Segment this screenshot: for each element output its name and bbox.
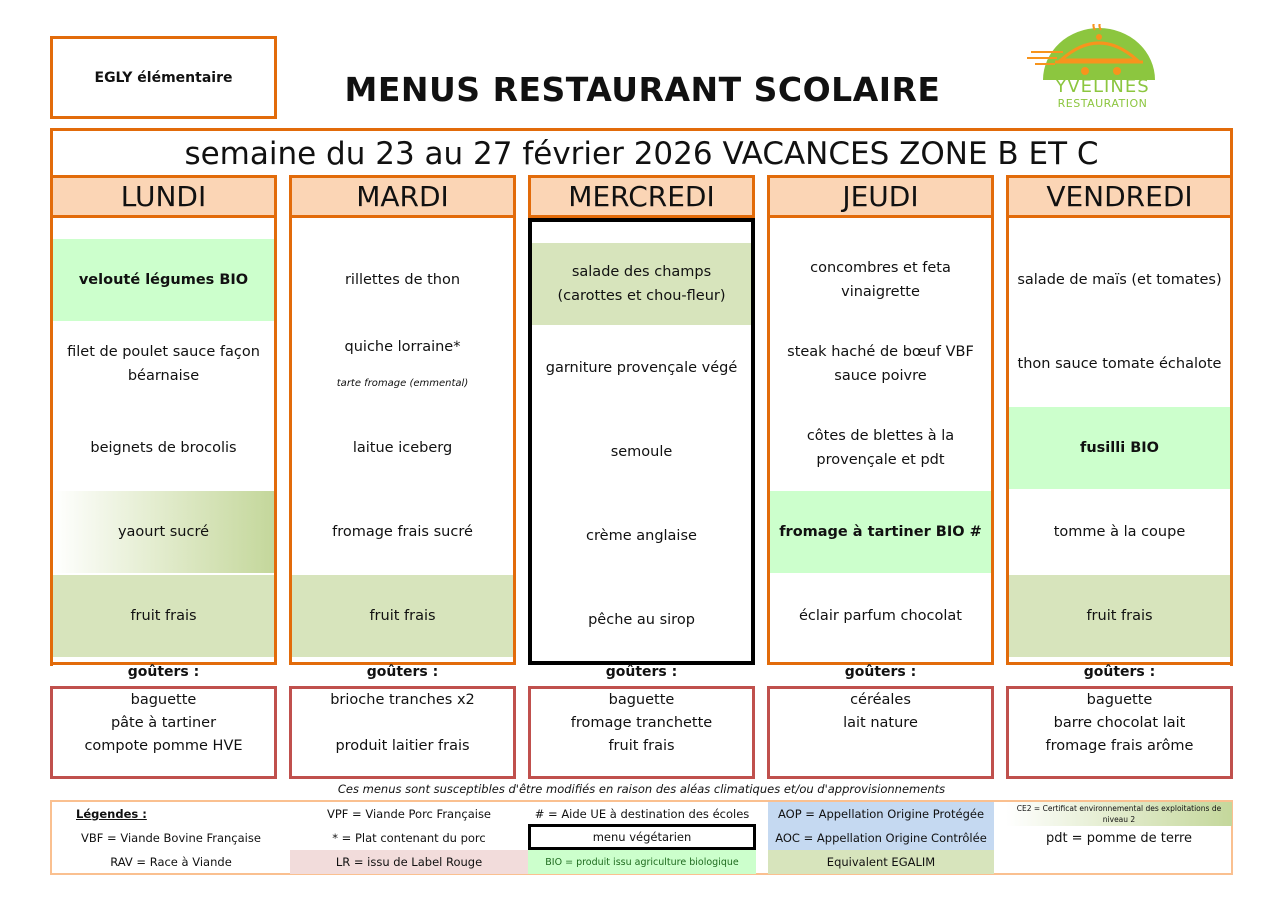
- snack-label: goûters :: [366, 664, 439, 680]
- dish-item: [53, 575, 274, 657]
- dish-item: [770, 323, 991, 405]
- dish-alternative: tarte fromage (emmental): [336, 378, 469, 389]
- day-column-mercredi: [528, 175, 755, 665]
- day-menu-vegetarian: [528, 218, 755, 665]
- logo-line2: RESTAURATION: [1057, 97, 1148, 110]
- day-header: [767, 175, 994, 218]
- legend-egalim: Equivalent EGALIM: [768, 850, 994, 874]
- dish-name: crème anglaise: [586, 528, 697, 544]
- dish-name: laitue iceberg: [352, 440, 453, 456]
- dish-item: [1009, 491, 1230, 573]
- dish-name: velouté légumes BIO: [78, 272, 249, 288]
- snack-label: goûters :: [605, 664, 678, 680]
- dish-item: [770, 575, 991, 657]
- legend-rav: RAV = Race à Viande: [110, 855, 232, 869]
- dish-name: côtes de blettes à la provençale et pdt: [806, 428, 955, 468]
- dish-name: yaourt sucré: [117, 524, 210, 540]
- dish-item: [292, 323, 513, 405]
- day-name: JEUDI: [842, 180, 919, 213]
- day-column-lundi: [50, 175, 277, 665]
- dish-name: salade des champs (carottes et chou-fleur): [557, 264, 726, 304]
- dish-item: [292, 575, 513, 657]
- legend-hash: # = Aide UE à destination des écoles: [534, 807, 750, 821]
- dish-item: [532, 243, 751, 325]
- day-name: MARDI: [356, 180, 449, 213]
- snack-item: pâte à tartiner: [110, 715, 217, 731]
- legend-vbf: VBF = Viande Bovine Française: [81, 831, 261, 845]
- yvelines-restauration-logo: [1025, 24, 1175, 120]
- snack-box: [528, 686, 755, 779]
- dish-item: [770, 407, 991, 489]
- dish-name: pêche au sirop: [588, 612, 695, 628]
- day-menu: [50, 218, 277, 665]
- school-name-box: [50, 36, 277, 119]
- snack-item: baguette: [130, 692, 197, 708]
- snack-box: [1006, 686, 1233, 779]
- dish-item: [292, 491, 513, 573]
- dish-item: [53, 491, 274, 573]
- school-name: EGLY élémentaire: [94, 69, 233, 86]
- legend-aop: AOP = Appellation Origine Protégée: [768, 802, 994, 826]
- dish-name: fruit frais: [369, 608, 436, 624]
- dish-name: semoule: [610, 444, 673, 460]
- dish-item: [532, 327, 751, 409]
- day-menu: [289, 218, 516, 665]
- legend-ce2: CE2 = Certificat environnemental des exploitations de niveau 2: [1006, 802, 1232, 826]
- day-name: VENDREDI: [1046, 180, 1193, 213]
- snack-item: brioche tranches x2: [330, 692, 475, 708]
- snack-item: barre chocolat lait: [1053, 715, 1186, 731]
- dish-name: fruit frais: [130, 608, 197, 624]
- dish-item: [1009, 323, 1230, 405]
- day-header: [289, 175, 516, 218]
- dish-name: concombres et feta vinaigrette: [810, 260, 951, 300]
- logo-line1: YVELINES: [1055, 76, 1150, 97]
- cloche-cart-icon: [1025, 24, 1175, 80]
- week-title: semaine du 23 au 27 février 2026 VACANCES ZONE B ET C: [184, 135, 1099, 172]
- day-menu: [1006, 218, 1233, 665]
- legend-vegetarian: menu végétarien: [528, 824, 756, 850]
- snack-label: goûters :: [127, 664, 200, 680]
- day-menu: [767, 218, 994, 665]
- snack-box: [289, 686, 516, 779]
- legend-pdt: pdt = pomme de terre: [1045, 830, 1193, 846]
- dish-item: [292, 239, 513, 321]
- legend-box: [50, 800, 1233, 875]
- snack-label: goûters :: [1083, 664, 1156, 680]
- snack-item: compote pomme HVE: [84, 738, 243, 754]
- snack-item: lait nature: [843, 715, 918, 731]
- snack-item: baguette: [608, 692, 675, 708]
- legend-vpf: VPF = Viande Porc Française: [326, 807, 492, 821]
- dish-item: [770, 239, 991, 321]
- day-column-vendredi: [1006, 175, 1233, 665]
- dish-name: filet de poulet sauce façon béarnaise: [67, 344, 260, 384]
- dish-name: fruit frais: [1086, 608, 1153, 624]
- day-column-mardi: [289, 175, 516, 665]
- dish-item: [53, 407, 274, 489]
- day-name: MERCREDI: [568, 180, 715, 213]
- snack-item: céréales: [850, 692, 911, 708]
- snack-box: [50, 686, 277, 779]
- day-header: [50, 175, 277, 218]
- snack-item: produit laitier frais: [335, 738, 470, 754]
- legend-star: * = Plat contenant du porc: [332, 831, 486, 845]
- snack-item: [770, 735, 991, 758]
- day-header: [528, 175, 755, 218]
- dish-item: [532, 495, 751, 577]
- dish-item: [532, 579, 751, 661]
- dish-name: garniture provençale végé: [545, 360, 738, 376]
- snack-item: baguette: [1086, 692, 1153, 708]
- legend-title: Légendes :: [76, 807, 147, 821]
- snack-box: [767, 686, 994, 779]
- dish-name: quiche lorraine*: [344, 339, 461, 355]
- day-header: [1006, 175, 1233, 218]
- day-column-jeudi: [767, 175, 994, 665]
- dish-name: thon sauce tomate échalote: [1017, 356, 1222, 372]
- dish-item: [532, 411, 751, 493]
- dish-item: [770, 491, 991, 573]
- dish-item: [1009, 407, 1230, 489]
- snack-item: fruit frais: [608, 738, 675, 754]
- legend-aoc: AOC = Appellation Origine Contrôlée: [768, 826, 994, 850]
- dish-item: [1009, 575, 1230, 657]
- dish-name: éclair parfum chocolat: [799, 608, 962, 624]
- disclaimer: Ces menus sont susceptibles d'être modifiés en raison des aléas climatiques et/ou d'approvisionnements: [337, 782, 946, 796]
- day-name: LUNDI: [120, 180, 207, 213]
- snack-item: fromage tranchette: [570, 715, 713, 731]
- dish-item: [292, 407, 513, 489]
- dish-item: [53, 239, 274, 321]
- dish-name: rillettes de thon: [344, 272, 461, 288]
- snack-label: goûters :: [844, 664, 917, 680]
- dish-name: salade de maïs (et tomates): [1017, 272, 1222, 288]
- week-banner: [50, 128, 1233, 176]
- dish-name: fusilli BIO: [1080, 440, 1159, 456]
- snack-item: [292, 712, 513, 735]
- dish-item: [53, 323, 274, 405]
- snack-item: fromage frais arôme: [1045, 738, 1194, 754]
- dish-item: [1009, 239, 1230, 321]
- legend-lr: LR = issu de Label Rouge: [290, 850, 528, 874]
- dish-name: fromage frais sucré: [332, 524, 473, 540]
- dish-name: fromage à tartiner BIO #: [779, 524, 982, 540]
- dish-name: steak haché de bœuf VBF sauce poivre: [787, 344, 974, 384]
- dish-name: tomme à la coupe: [1053, 524, 1186, 540]
- dish-name: beignets de brocolis: [90, 440, 237, 456]
- page-title: MENUS RESTAURANT SCOLAIRE: [344, 70, 941, 109]
- legend-bio: BIO = produit issu agriculture biologique: [528, 850, 756, 874]
